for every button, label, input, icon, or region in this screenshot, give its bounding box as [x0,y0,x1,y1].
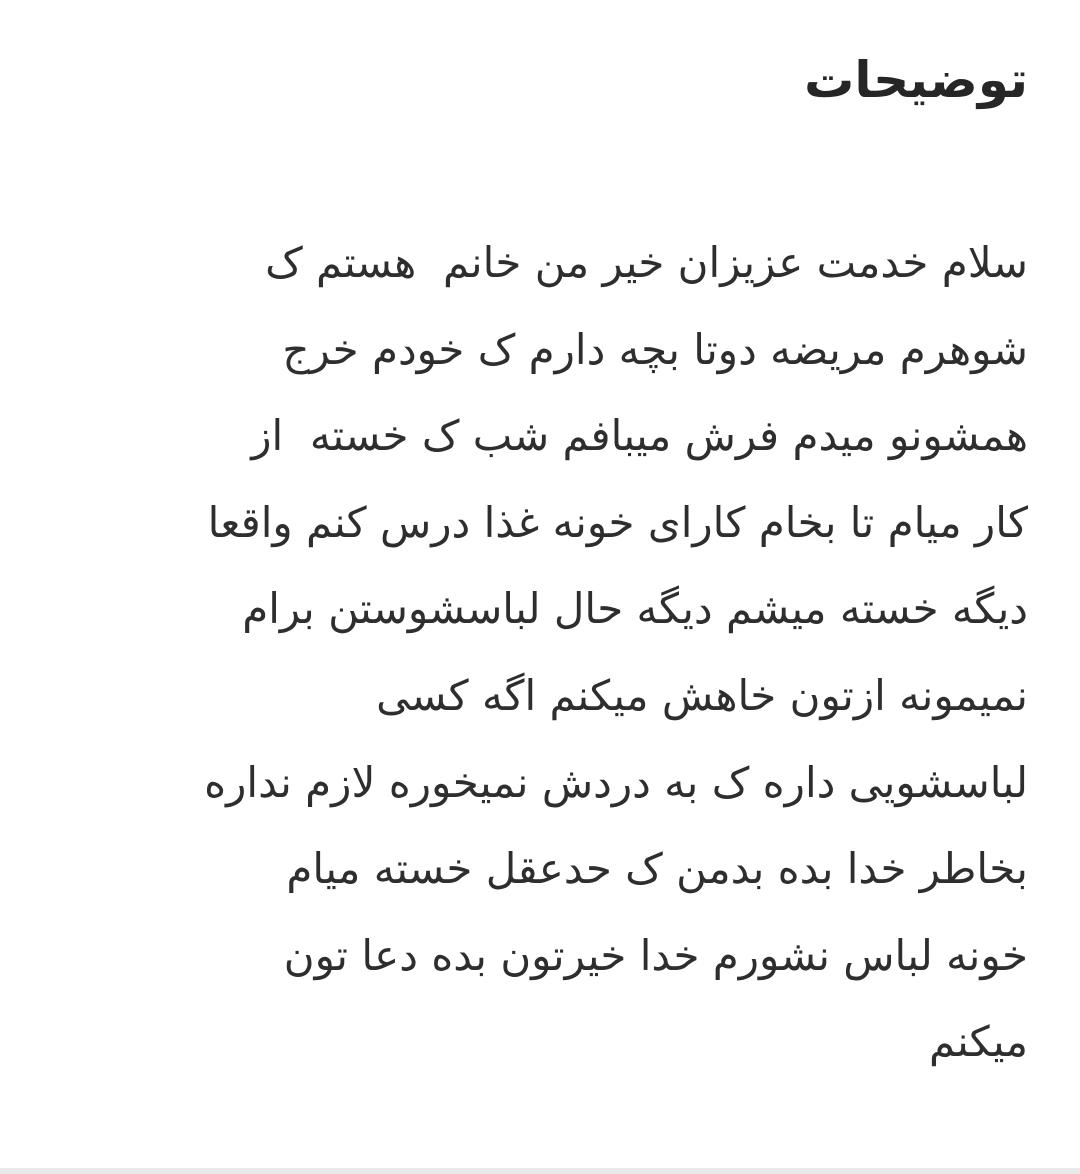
description-line: نمیمونه ازتون خاهش میکنم اگه کسی [376,670,1028,720]
section-title: توضیحات [804,51,1028,109]
description-line: دیگه خسته میشم دیگه حال لباسشوستن برام [242,584,1028,634]
description-line: خونه لباس نشورم خدا خیرتون بده دعا تون [283,930,1028,980]
description-text [52,220,1028,1086]
bottom-divider [0,1168,1080,1174]
description-line: سلام خدمت عزیزان خیر من خانم هستم ک [265,238,1028,287]
description-line: میکنم [929,1017,1028,1067]
description-line: همشونو میدم فرش میبافم شب ک خسته از [251,411,1028,461]
description-line: بخاطر خدا بده بدمن ک حدعقل خسته میام [286,844,1028,894]
description-line: شوهرم مریضه دوتا بچه دارم ک خودم خرج [282,324,1028,374]
description-line: کار میام تا بخام کارای خونه غذا درس کنم واقعا [207,497,1028,547]
description-line: لباسشویی داره ک به دردش نمیخوره لازم نداره [204,757,1028,807]
